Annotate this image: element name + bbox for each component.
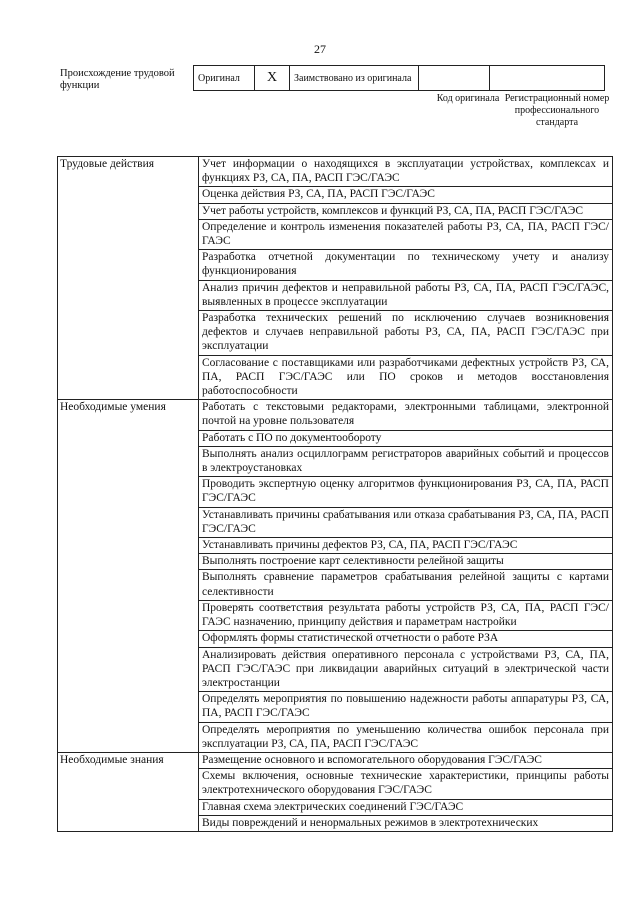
table-cell: Размещение основного и вспомогательного оборудования ГЭС/ГАЭС [199,752,613,768]
table-cell: Проводить экспертную оценку алгоритмов функционирования РЗ, СА, ПА, РАСП ГЭС/ГАЭС [199,477,613,507]
table-cell: Выполнять сравнение параметров срабатывания релейной защиты с картами селективности [199,570,613,600]
borrowed-label: Заимствовано из оригинала [290,66,419,91]
table-cell: Анализ причин дефектов и неправильной работы РЗ, СА, ПА, РАСП ГЭС/ГАЭС, выявленных в процессе эксплуатации [199,280,613,310]
table-row [58,157,613,187]
table-cell: Проверять соответствия результата работы устройств РЗ, СА, ПА, РАСП ГЭС/ГАЭС назначению, принципу действия и параметрам настройки [199,600,613,630]
table-cell: Устанавливать причины дефектов РЗ, СА, ПА, РАСП ГЭС/ГАЭС [199,538,613,554]
table-row [58,400,613,430]
original-code-cell [419,66,490,91]
registration-caption: Регистрационный номер профессионального стандарта [504,93,610,128]
code-caption: Код оригинала [436,93,500,104]
table-cell: Работать с текстовыми редакторами, электронными таблицами, электронной почтой на уровне пользователя [199,400,613,430]
table-cell: Разработка отчетной документации по техническому учету и анализу функционирования [199,250,613,280]
table-cell: Анализировать действия оперативного персонала с устройствами РЗ, СА, ПА, РАСП ГЭС/ГАЭС при ликвидации аварийных ситуаций в электрической части электростанции [199,647,613,692]
table-cell: Согласование с поставщиками или разработчиками дефектных устройств РЗ, СА, ПА, РАСП ГЭС/ГАЭС или ПО сроков и методов восстановления работоспособности [199,355,613,400]
table-row [58,752,613,768]
table-cell: Определение и контроль изменения показателей работы РЗ, СА, ПА, РАСП ГЭС/ГАЭС [199,219,613,249]
original-label: Оригинал [194,66,255,91]
table-cell: Выполнять построение карт селективности релейной защиты [199,554,613,570]
table-cell: Учет работы устройств, комплексов и функций РЗ, СА, ПА, РАСП ГЭС/ГАЭС [199,203,613,219]
original-mark: X [255,66,290,91]
section-label: Трудовые действия [58,157,199,400]
table-cell: Виды повреждений и ненормальных режимов в электротехнических [199,815,613,831]
page-number: 27 [314,42,326,56]
table-cell: Учет информации о находящихся в эксплуатации устройствах, комплексах и функциях РЗ, СА, ПА, РАСП ГЭС/ГАЭС [199,157,613,187]
origin-table [193,65,605,91]
table-cell: Выполнять анализ осциллограмм регистраторов аварийных событий и процессов в электроустановках [199,446,613,476]
table-cell: Разработка технических решений по исключению случаев возникновения дефектов и случаев неправильной работы РЗ, СА, ПА, РАСП ГЭС/ГАЭС при эксплуатации [199,311,613,356]
table-cell: Оценка действия РЗ, СА, ПА, РАСП ГЭС/ГАЭС [199,187,613,203]
table-cell: Схемы включения, основные технические характеристики, принципы работы электротехнического оборудования ГЭС/ГАЭС [199,769,613,799]
table-cell: Главная схема электрических соединений ГЭС/ГАЭС [199,799,613,815]
table-cell: Оформлять формы статистической отчетности о работе РЗА [199,631,613,647]
table-cell: Определять мероприятия по уменьшению количества ошибок персонала при эксплуатации РЗ, СА, ПА, РАСП ГЭС/ГАЭС [199,722,613,752]
section-label: Необходимые знания [58,752,199,831]
table-cell: Определять мероприятия по повышению надежности работы аппаратуры РЗ, СА, ПА, РАСП ГЭС/ГАЭС [199,692,613,722]
table-cell: Устанавливать причины срабатывания или отказа срабатывания РЗ, СА, ПА, РАСП ГЭС/ГАЭС [199,507,613,537]
table-cell: Работать с ПО по документообороту [199,430,613,446]
section-label: Необходимые умения [58,400,199,753]
origin-label: Происхождение трудовой функции [60,68,175,91]
registration-number-cell [490,66,605,91]
function-table [57,156,613,832]
